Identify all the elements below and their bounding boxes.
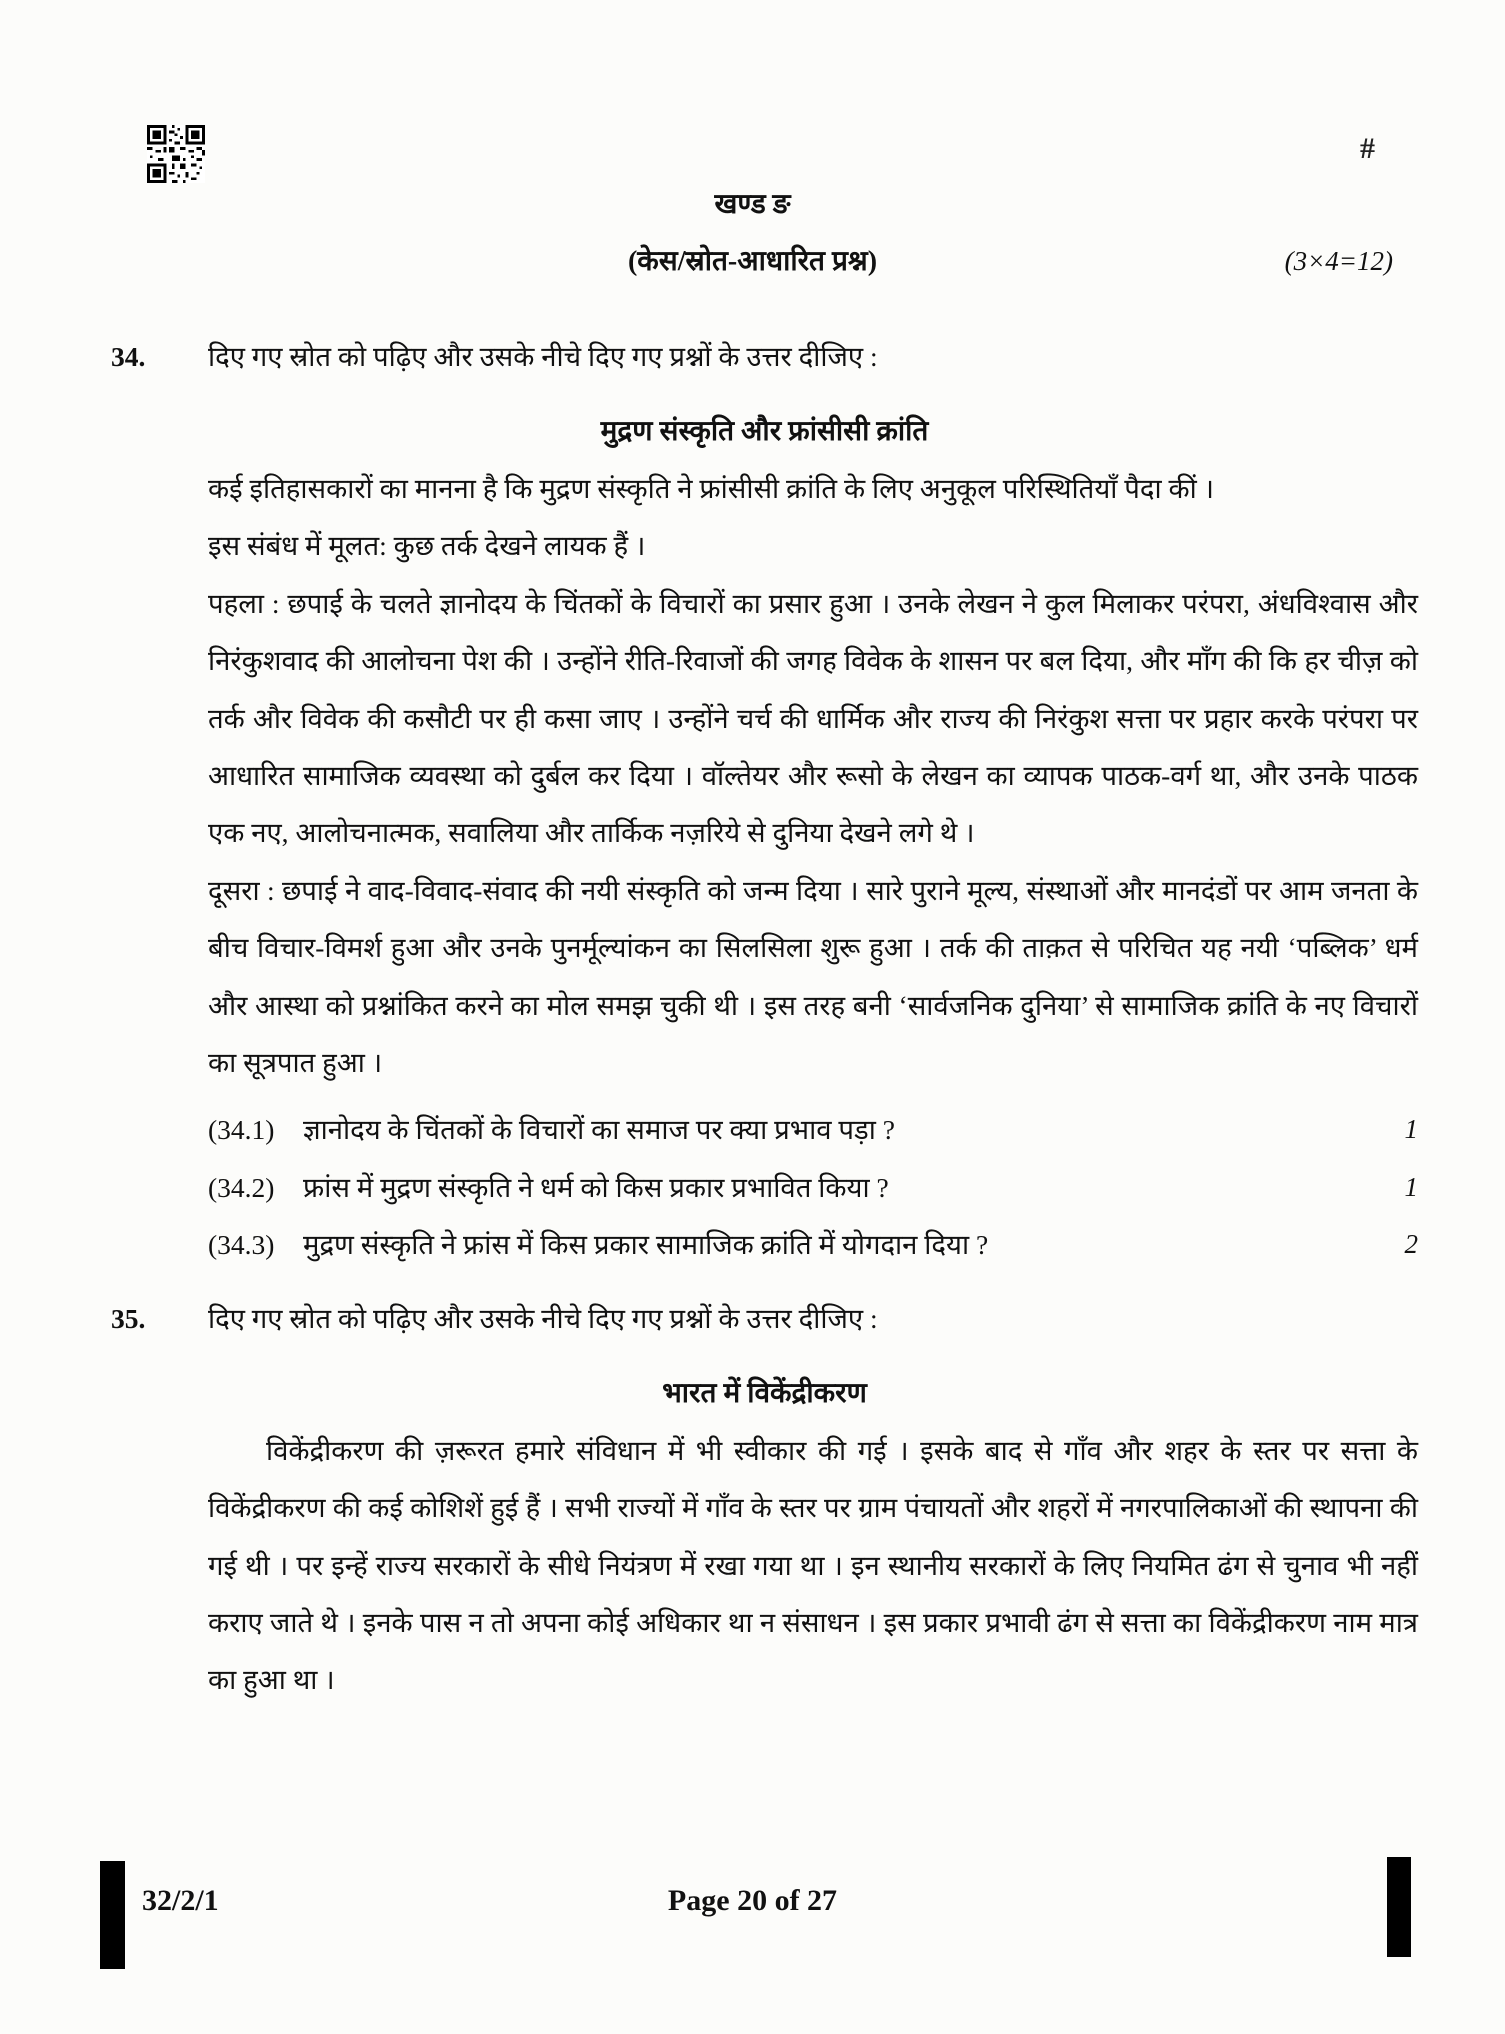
subquestion-row bbox=[208, 1216, 1418, 1273]
subquestion-row bbox=[208, 1101, 1418, 1158]
question-34-intro: दिए गए स्रोत को पढ़िए और उसके नीचे दिए गए प्रश्नों के उत्तर दीजिए : bbox=[208, 341, 878, 372]
subquestion-label: (34.1) bbox=[208, 1114, 275, 1146]
section-marks-scheme: (3×4=12) bbox=[1284, 246, 1393, 276]
subquestion-text: फ्रांस में मुद्रण संस्कृति ने धर्म को किस प्रकार प्रभावित किया ? bbox=[303, 1171, 889, 1203]
question-35-intro-row bbox=[111, 1296, 1418, 1342]
source-passage-q34 bbox=[208, 460, 1418, 1091]
question-34-number: 34. bbox=[111, 341, 146, 372]
subquestion-marks: 1 bbox=[1404, 1171, 1418, 1202]
passage-paragraph: विकेंद्रीकरण की ज़रूरत हमारे संविधान में भी स्वीकार की गई । इसके बाद से गाँव और शहर के स्तर पर सत्ता के विकेंद्रीकरण की कई कोशिशें हुई हैं । सभी राज्यों में गाँव के स्तर पर ग्राम पंचायतों और शहरों में नगरपालिकाओं की स्थापना की गई थी । पर इन्हें राज्य सरकारों के सीधे नियंत्रण में रखा गया था । इन स्थानीय सरकारों के लिए नियमित ढंग से चुनाव भी नहीं कराए जाते थे । इनके पास न तो अपना कोई अधिकार था न संसाधन । इस प्रकार प्रभावी ढंग से सत्ता का विकेंद्रीकरण नाम मात्र का हुआ था । bbox=[208, 1434, 1418, 1696]
passage-paragraph: इस संबंध में मूलत: कुछ तर्क देखने लायक हैं । bbox=[208, 530, 646, 562]
section-title: खण्ड ङ bbox=[714, 189, 791, 220]
subquestion-row bbox=[208, 1159, 1418, 1216]
question-35-number: 35. bbox=[111, 1302, 146, 1334]
page-number: Page 20 of 27 bbox=[667, 1884, 838, 1917]
paper-code: 32/2/1 bbox=[142, 1884, 219, 1917]
section-header bbox=[0, 188, 1505, 284]
subquestion-text: ज्ञानोदय के चिंतकों के विचारों का समाज पर क्या प्रभाव पड़ा ? bbox=[303, 1114, 895, 1146]
question-34-intro-row bbox=[111, 334, 1418, 380]
question-content bbox=[111, 334, 1418, 1709]
passage-paragraph: कई इतिहासकारों का मानना है कि मुद्रण संस्कृति ने फ्रांसीसी क्रांति के लिए अनुकूल परिस्थितियाँ पैदा कीं । bbox=[208, 473, 1215, 504]
subquestion-text: मुद्रण संस्कृति ने फ्रांस में किस प्रकार सामाजिक क्रांति में योगदान दिया ? bbox=[303, 1229, 989, 1261]
source-passage-q35 bbox=[208, 1422, 1418, 1709]
question-35-intro: दिए गए स्रोत को पढ़िए और उसके नीचे दिए गए प्रश्नों के उत्तर दीजिए : bbox=[208, 1302, 878, 1334]
source-title-q34: मुद्रण संस्कृति और फ्रांसीसी क्रांति bbox=[600, 416, 929, 447]
subquestions-q34 bbox=[208, 1101, 1418, 1273]
subquestion-label: (34.3) bbox=[208, 1229, 275, 1261]
passage-paragraph: दूसरा : छपाई ने वाद-विवाद-संवाद की नयी संस्कृति को जन्म दिया । सारे पुराने मूल्य, संस्थाओं और मानदंडों पर आम जनता के बीच विचार-विमर्श हुआ और उनके पुनर्मूल्यांकन का सिलसिला शुरू हुआ । तर्क की ताक़त से परिचित यह नयी ‘पब्लिक’ धर्म और आस्था को प्रश्नांकित करने का मोल समझ चुकी थी । इस तरह बनी ‘सार्वजनिक दुनिया’ से सामाजिक क्रांति के नए विचारों का सूत्रपात हुआ । bbox=[208, 874, 1418, 1079]
qr-code bbox=[147, 125, 205, 183]
source-title-q35: भारत में विकेंद्रीकरण bbox=[662, 1377, 867, 1409]
corner-hash-mark: # bbox=[1360, 132, 1375, 165]
subquestion-marks: 2 bbox=[1404, 1229, 1418, 1260]
passage-paragraph: पहला : छपाई के चलते ज्ञानोदय के चिंतकों के विचारों का प्रसार हुआ । उनके लेखन ने कुल मिलाकर परंपरा, अंधविश्वास और निरंकुशवाद की आलोचना पेश की । उन्होंने रीति-रिवाजों की जगह विवेक के शासन पर बल दिया, और माँग की कि हर चीज़ को तर्क और विवेक की कसौटी पर ही कसा जाए । उन्होंने चर्च की धार्मिक और राज्य की निरंकुश सत्ता पर प्रहार करके परंपरा पर आधारित सामाजिक व्यवस्था को दुर्बल कर दिया । वॉल्तेयर और रूसो के लेखन का व्यापक पाठक-वर्ग था, और उनके पाठक एक नए, आलोचनात्मक, सवालिया और तार्किक नज़रिये से दुनिया देखने लगे थे । bbox=[208, 587, 1418, 849]
subquestion-label: (34.2) bbox=[208, 1171, 275, 1203]
footer-right-bar bbox=[1387, 1857, 1411, 1957]
section-subtitle: (केस/स्रोत-आधारित प्रश्न) bbox=[627, 246, 878, 277]
subquestion-marks: 1 bbox=[1404, 1114, 1418, 1145]
